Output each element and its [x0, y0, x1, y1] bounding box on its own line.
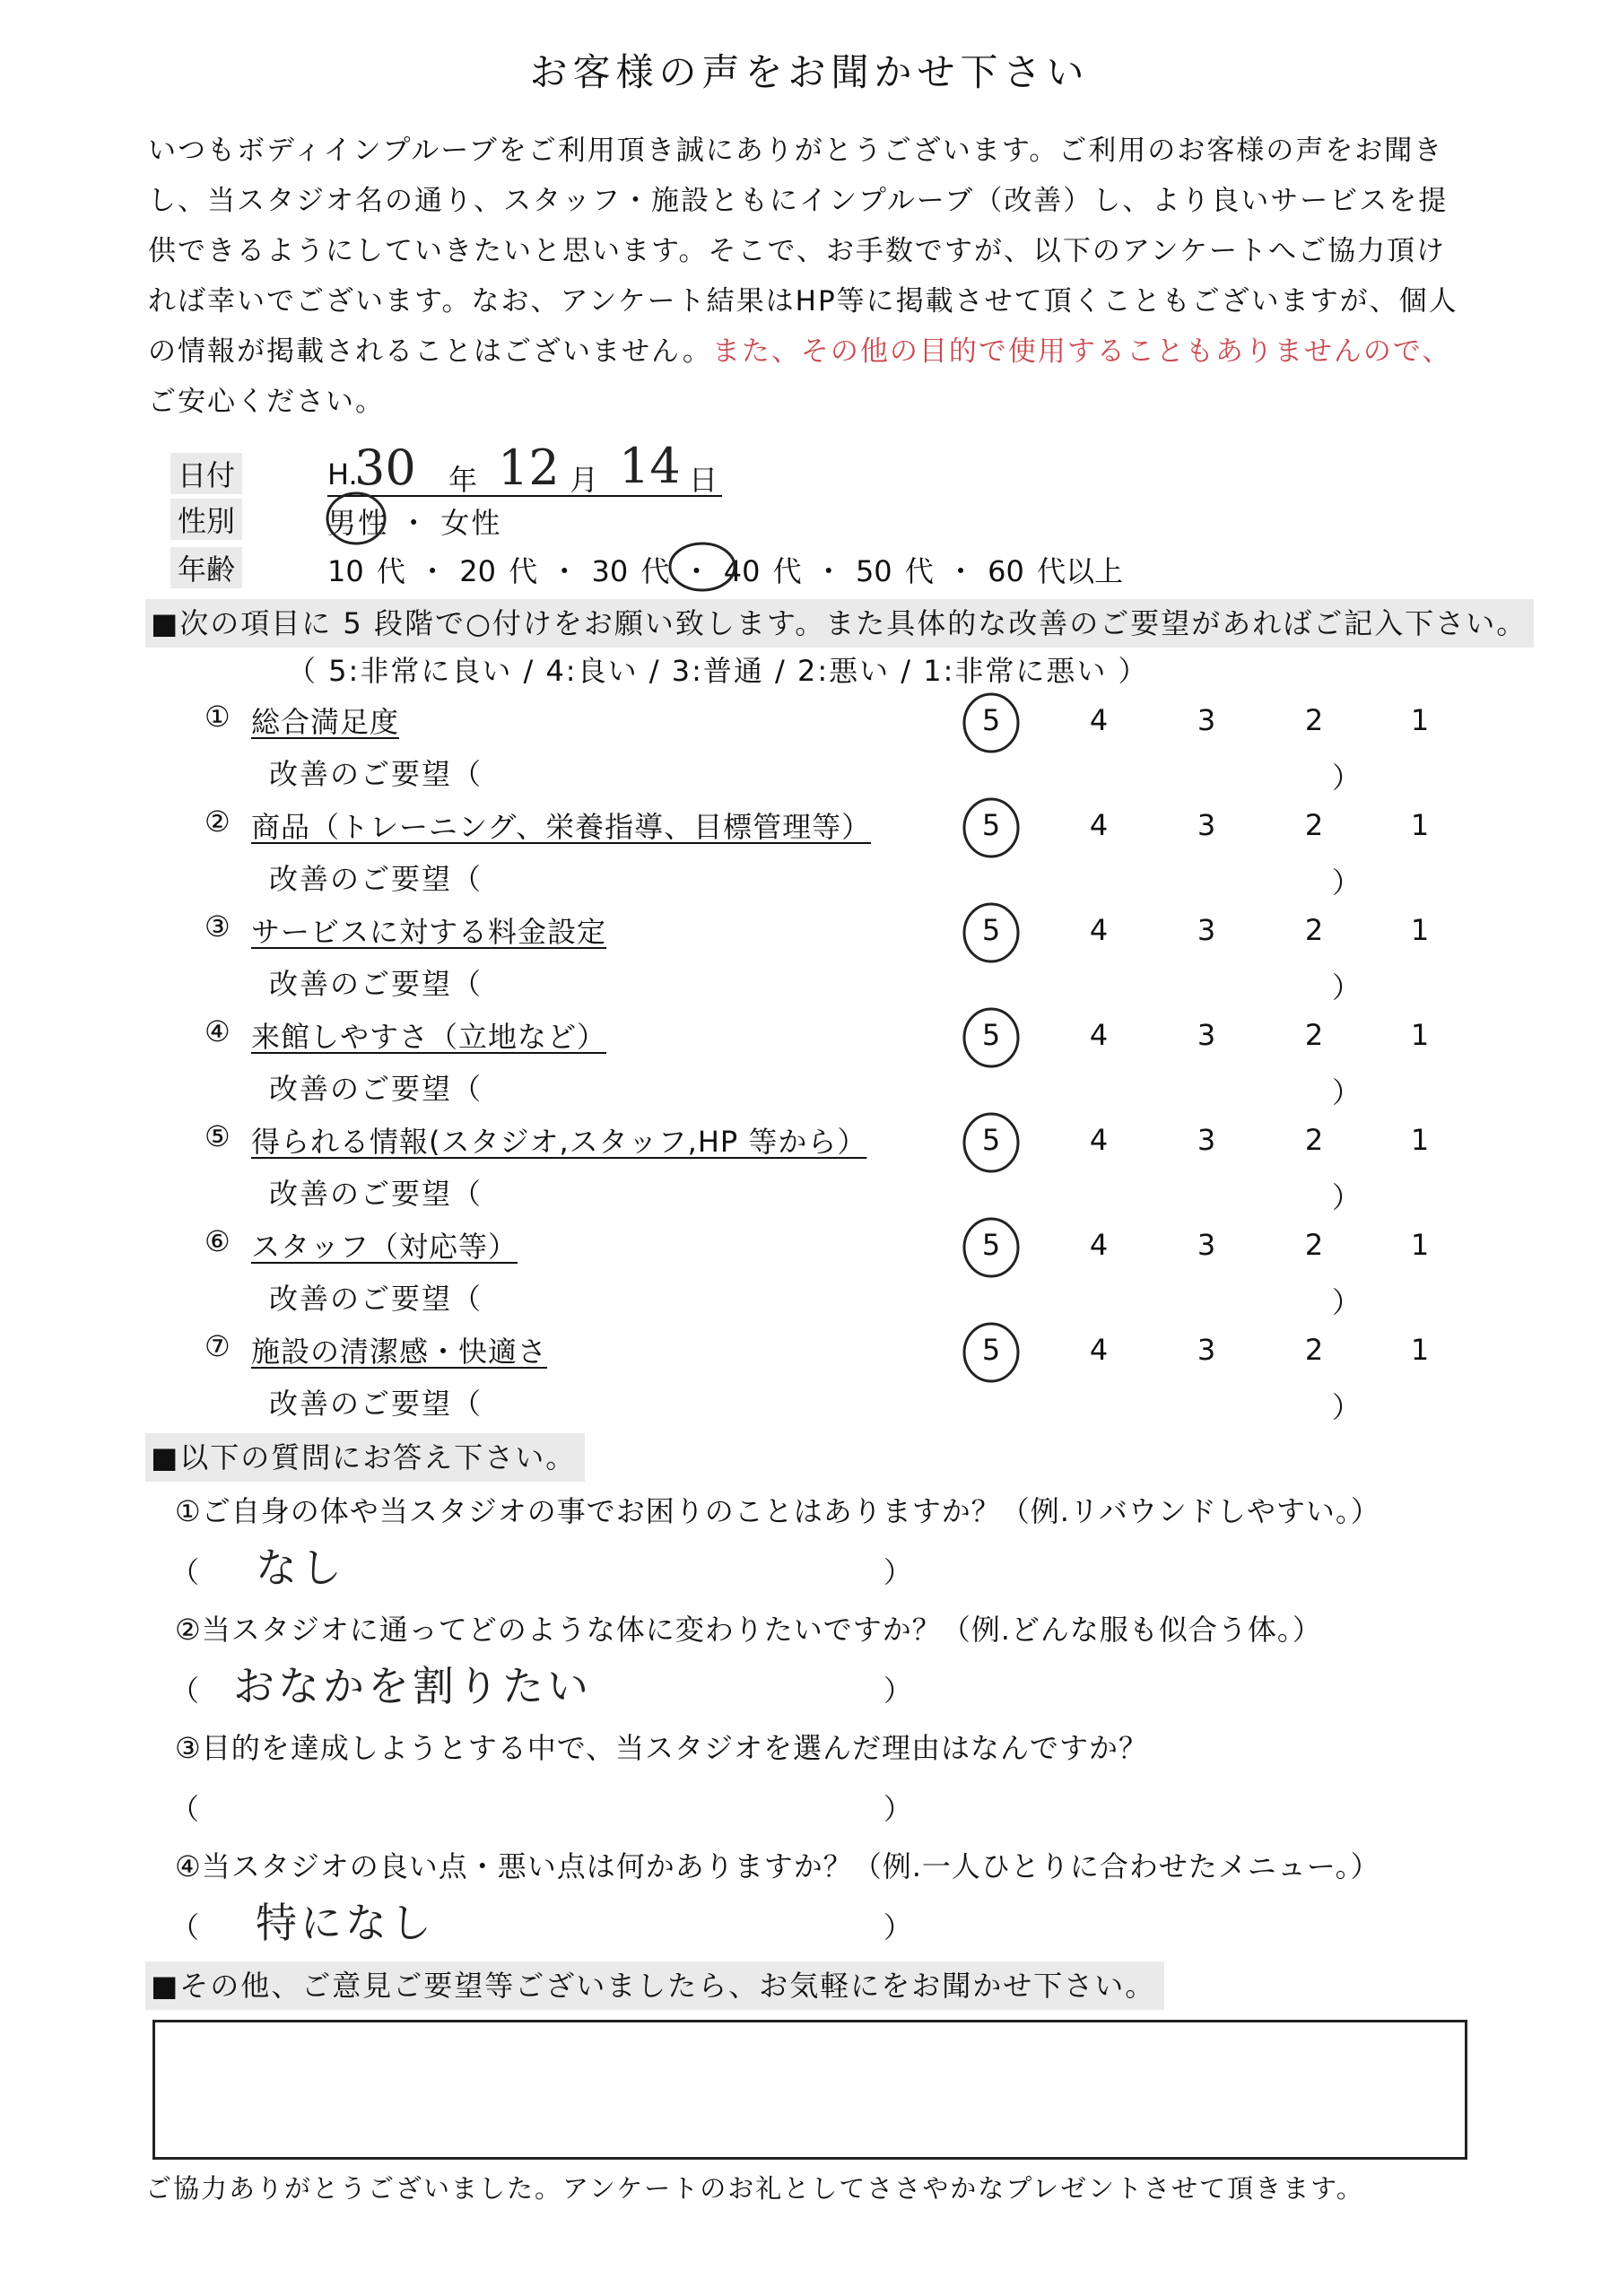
question-text: ②当スタジオに通ってどのような体に変わりたいですか？（例.どんな服も似合う体。）: [175, 1613, 1322, 1647]
comment-box[interactable]: [152, 2020, 1467, 2160]
rating-item-label: 総合満足度: [251, 705, 400, 739]
score-option-3[interactable]: 3: [1197, 1333, 1216, 1367]
rating-item-label: 来館しやすさ（立地など）: [251, 1020, 607, 1054]
score-option-4[interactable]: 4: [1089, 913, 1109, 947]
improvement-request-close-paren: ）: [1332, 865, 1362, 900]
score-option-3[interactable]: 3: [1197, 1123, 1216, 1157]
date-underline: [327, 495, 722, 497]
improvement-request-close-paren: ）: [1332, 970, 1362, 1004]
date-label: 日付: [170, 453, 242, 494]
score-option-4[interactable]: 4: [1089, 1018, 1109, 1052]
answer-open-paren: （: [170, 1555, 200, 1589]
score-option-2[interactable]: 2: [1304, 1333, 1324, 1367]
score-option-4[interactable]: 4: [1089, 1228, 1109, 1262]
rating-scale-legend: （ 5:非常に良い / 4:良い / 3:普通 / 2:悪い / 1:非常に悪い ）: [287, 654, 1149, 688]
date-year-value[interactable]: 30: [354, 439, 416, 496]
section2-heading: ■以下の質問にお答え下さい。: [145, 1433, 585, 1482]
answer-open-paren: （: [170, 1674, 200, 1708]
question-text: ④当スタジオの良い点・悪い点は何かありますか？（例.一人ひとりに合わせたメニュー。）: [175, 1849, 1380, 1883]
score-option-3[interactable]: 3: [1197, 1018, 1216, 1052]
score-option-2[interactable]: 2: [1304, 703, 1324, 737]
section3-heading: ■その他、ご意見ご要望等ございましたら、お気軽にをお聞かせ下さい。: [145, 1961, 1164, 2010]
rating-item-number: ①: [205, 700, 231, 734]
score-option-4[interactable]: 4: [1089, 1333, 1109, 1367]
score-option-1[interactable]: 1: [1410, 1333, 1430, 1367]
score-option-4[interactable]: 4: [1089, 1123, 1109, 1157]
section1-heading: ■次の項目に 5 段階で○付けをお願い致します。また具体的な改善のご要望があればご記入下さい。: [145, 599, 1534, 648]
improvement-request-label: 改善のご要望（: [269, 1177, 483, 1211]
rating-item-number: ③: [205, 909, 231, 944]
score-option-1[interactable]: 1: [1410, 808, 1430, 842]
intro-end-text: ご安心ください。: [148, 386, 385, 418]
improvement-request-label: 改善のご要望（: [269, 1387, 483, 1421]
answer-close-paren: ）: [883, 1555, 913, 1589]
score-option-4[interactable]: 4: [1089, 808, 1109, 842]
score-option-1[interactable]: 1: [1410, 1228, 1430, 1262]
score-option-5[interactable]: 5: [981, 913, 1001, 947]
score-option-3[interactable]: 3: [1197, 913, 1216, 947]
score-option-3[interactable]: 3: [1197, 703, 1216, 737]
intro-main-text: いつもボディインプルーブをご利用頂き誠にありがとうございます。ご利用のお客様の声をお聞きし、当スタジオ名の通り、スタッフ・施設ともにインプルーブ（改善）し、より良いサービスを提供できるようにしていきたいと思います。そこで、お手数ですが、以下のアンケートへご協力頂ければ幸いでございます。なお、アンケート結果はHP等に掲載させて頂くこともございますが、個人の情報が掲載されることはございません。: [148, 135, 1458, 368]
score-option-3[interactable]: 3: [1197, 1228, 1216, 1262]
answer-field[interactable]: 特になし: [256, 1899, 435, 1947]
improvement-request-close-paren: ）: [1332, 1285, 1362, 1319]
score-option-3[interactable]: 3: [1197, 808, 1216, 842]
score-option-1[interactable]: 1: [1410, 1018, 1430, 1052]
rating-item-label: 商品（トレーニング、栄養指導、目標管理等）: [251, 810, 872, 844]
answer-field[interactable]: なし: [256, 1544, 345, 1592]
score-option-5[interactable]: 5: [981, 808, 1001, 842]
gender-options[interactable]: 男性 ・ 女性: [327, 506, 502, 540]
date-year-unit: 年: [448, 463, 478, 497]
score-option-2[interactable]: 2: [1304, 808, 1324, 842]
intro-red-text: また、その他の目的で使用することもありませんので、: [711, 335, 1452, 368]
rating-item-number: ⑥: [205, 1224, 231, 1258]
rating-item-label: 施設の清潔感・快適さ: [251, 1335, 548, 1369]
date-era: H.: [327, 457, 358, 491]
footer-text: ご協力ありがとうございました。アンケートのお礼としてささやかなプレゼントさせて頂きます。: [145, 2173, 1364, 2204]
rating-item-number: ④: [205, 1014, 231, 1048]
answer-close-paren: ）: [883, 1910, 913, 1944]
answer-close-paren: ）: [883, 1792, 913, 1826]
date-month-value[interactable]: 12: [498, 439, 560, 496]
answer-close-paren: ）: [883, 1674, 913, 1708]
question-text: ①ご自身の体や当スタジオの事でお困りのことはありますか？（例.リバウンドしやすい。）: [175, 1494, 1380, 1528]
date-day-unit: 日: [689, 463, 718, 497]
rating-item-label: サービスに対する料金設定: [251, 915, 607, 949]
improvement-request-close-paren: ）: [1332, 1390, 1362, 1424]
score-option-4[interactable]: 4: [1089, 703, 1109, 737]
intro-paragraph: [148, 126, 1467, 427]
improvement-request-close-paren: ）: [1332, 1180, 1362, 1214]
score-option-2[interactable]: 2: [1304, 1228, 1324, 1262]
score-option-1[interactable]: 1: [1410, 913, 1430, 947]
answer-field[interactable]: おなかを割りたい: [233, 1662, 592, 1710]
improvement-request-close-paren: ）: [1332, 1075, 1362, 1109]
rating-item-number: ⑦: [205, 1329, 231, 1363]
rating-item-label: 得られる情報(スタジオ,スタッフ,HP 等から）: [251, 1125, 867, 1159]
rating-item-label: スタッフ（対応等）: [251, 1230, 518, 1264]
score-option-5[interactable]: 5: [981, 703, 1001, 737]
score-option-1[interactable]: 1: [1410, 703, 1430, 737]
score-option-5[interactable]: 5: [981, 1018, 1001, 1052]
score-option-5[interactable]: 5: [981, 1333, 1001, 1367]
improvement-request-label: 改善のご要望（: [269, 1282, 483, 1316]
answer-open-paren: （: [170, 1910, 200, 1944]
score-option-2[interactable]: 2: [1304, 1123, 1324, 1157]
gender-label: 性別: [170, 499, 242, 540]
score-option-5[interactable]: 5: [981, 1228, 1001, 1262]
score-option-5[interactable]: 5: [981, 1123, 1001, 1157]
rating-item-number: ⑤: [205, 1119, 231, 1153]
age-label: 年齢: [170, 547, 242, 588]
improvement-request-label: 改善のご要望（: [269, 1072, 483, 1106]
score-option-1[interactable]: 1: [1410, 1123, 1430, 1157]
age-options[interactable]: 10 代 ・ 20 代 ・ 30 代 ・ 40 代 ・ 50 代 ・ 60 代以上: [327, 554, 1124, 588]
date-month-unit: 月: [570, 463, 599, 497]
improvement-request-label: 改善のご要望（: [269, 862, 483, 896]
improvement-request-close-paren: ）: [1332, 761, 1362, 795]
date-day-value[interactable]: 14: [619, 438, 681, 494]
score-option-2[interactable]: 2: [1304, 1018, 1324, 1052]
score-option-2[interactable]: 2: [1304, 913, 1324, 947]
improvement-request-label: 改善のご要望（: [269, 757, 483, 791]
page-title: お客様の声をお聞かせ下さい: [529, 50, 1090, 94]
improvement-request-label: 改善のご要望（: [269, 967, 483, 1001]
rating-item-number: ②: [205, 804, 231, 839]
answer-open-paren: （: [170, 1792, 200, 1826]
question-text: ③目的を達成しようとする中で、当スタジオを選んだ理由はなんですか？: [175, 1731, 1149, 1765]
